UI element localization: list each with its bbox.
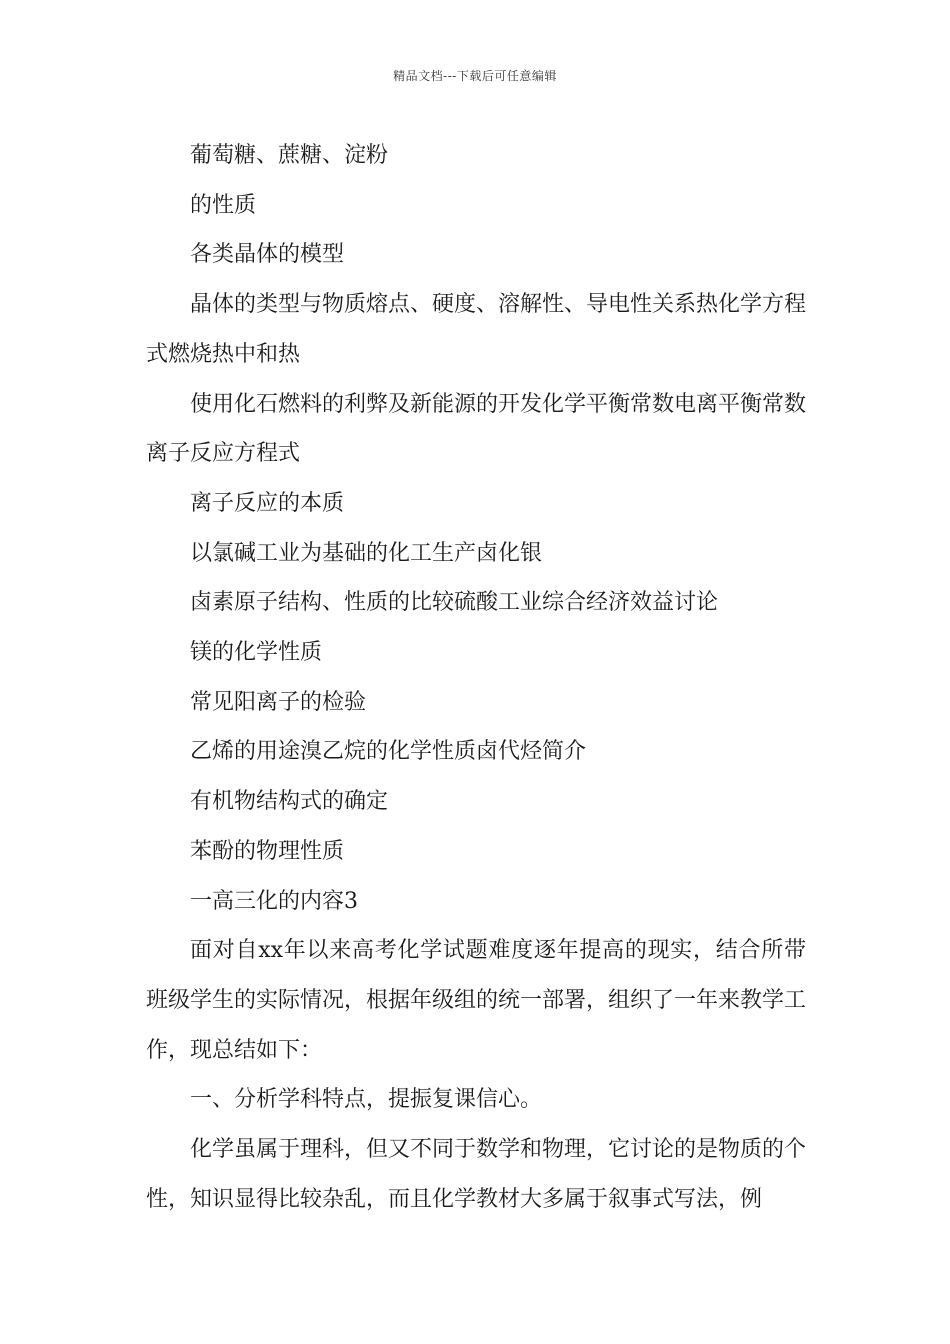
page-header-note: 精品文档---下载后可任意编辑	[393, 69, 557, 83]
paragraph: 有机物结构式的确定	[190, 789, 389, 815]
section-heading: 一高三化的内容3	[190, 888, 358, 914]
paragraph: 化学虽属于理科，但又不同于数学和物理，它讨论的是物质的个性，知识显得比较杂乱，而且化学教材大多属于叙事式写法，例	[146, 1137, 807, 1212]
paragraph: 常见阳离子的检验	[190, 689, 367, 715]
document-body	[146, 131, 806, 1224]
paragraph: 卤素原子结构、性质的比较硫酸工业综合经济效益讨论	[190, 590, 719, 616]
paragraph: 使用化石燃料的利弊及新能源的开发化学平衡常数电离平衡常数离子反应方程式	[146, 391, 807, 467]
paragraph: 葡萄糖、蔗糖、淀粉	[190, 143, 389, 168]
paragraph: 各类晶体的模型	[190, 242, 345, 268]
paragraph: 镁的化学性质	[190, 640, 323, 666]
paragraph: 面对自xx年以来高考化学试题难度逐年提高的现实，结合所带班级学生的实际情况，根据年级组的统一部署，组织了一年来教学工作，现总结如下：	[146, 938, 807, 1063]
paragraph: 乙烯的用途溴乙烷的化学性质卤代烃简介	[190, 739, 587, 765]
section-heading: 一、分析学科特点，提振复课信心。	[190, 1087, 543, 1113]
paragraph: 苯酚的物理性质	[190, 838, 345, 864]
paragraph: 的性质	[190, 192, 257, 218]
paragraph: 晶体的类型与物质熔点、硬度、溶解性、导电性关系热化学方程式燃烧热中和热	[146, 292, 807, 367]
paragraph: 离子反应的本质	[190, 490, 345, 516]
paragraph: 以氯碱工业为基础的化工生产卤化银	[190, 540, 543, 566]
